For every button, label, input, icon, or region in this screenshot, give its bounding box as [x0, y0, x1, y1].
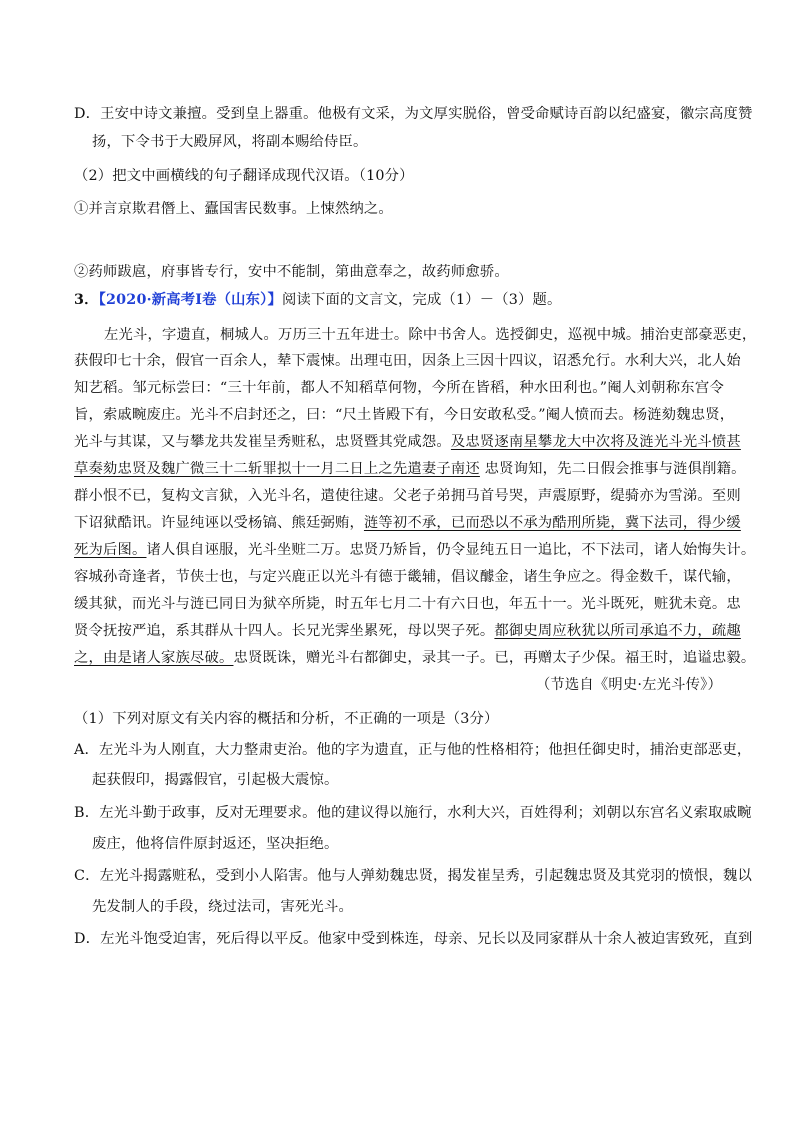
option-a-line1: A．左光斗为人刚直，大力整肃吏治。他的字为遗直，正与他的性格相符；他担任御史时，捕治吏部恶吏， [74, 742, 752, 758]
option-c-line2: 先发制人的手段，绕过法司，害死光斗。 [92, 899, 353, 915]
passage-line [74, 540, 756, 560]
underlined-sentence: 死为后图。 [74, 542, 147, 558]
passage-line: 知艺稻。邹元标尝曰：“三十年前，都人不知稻草何物，今所在皆稻，种水田利也。”阉人刘朝称东宫令 [74, 380, 724, 396]
question-instruction: 阅读下面的文言文，完成（1）－（3）题。 [281, 292, 562, 308]
passage-text: 诸人俱自诬服，光斗坐赃二万。忠贤乃矫旨，仍令显纯五日一追比，不下法司，诸人始悔失计。 [146, 542, 756, 558]
option-b-line2: 废庄，他将信件原封返还，坚决拒绝。 [92, 836, 339, 852]
option-d-prev-line1: D．王安中诗文兼擅。受到皇上器重。他极有文采，为文厚实脱俗，曾受命赋诗百韵以纪盛宴，徽宗高度赞 [74, 106, 753, 122]
passage-line: 左光斗，字遗直，桐城人。万历三十五年进士。除中书舍人。选授御史，巡视中城。捕治吏部豪恶吏， [104, 327, 757, 343]
q2-item1: ①并言京欺君僭上、蠹国害民数事。上悚然纳之。 [74, 201, 393, 217]
passage-line [74, 432, 741, 452]
passage-text: 忠贤询知，先二日假会推事与涟俱削籍。 [479, 461, 746, 477]
passage-line [74, 513, 741, 533]
passage-line: 获假印七十余，假官一百余人，辇下震悚。出理屯田，因条上三因十四议，诏悉允行。水利大兴，北人始 [74, 353, 741, 369]
underlined-sentence: 涟等初不承，已而恐以不承为酷刑所毙，冀下法司，得少缓 [363, 515, 741, 531]
passage-line [74, 459, 746, 479]
passage-text: 贤令抚按严追，系其群从十四人。长兄光霁坐累死，母以哭子死。 [74, 623, 495, 639]
option-a-line2: 起获假印，揭露假官，引起极大震惊。 [92, 772, 339, 788]
underlined-sentence: 都御史周应秋犹以所司承追不力，疏趣 [494, 623, 741, 639]
passage-text: 下诏狱酷讯。许显纯诬以受杨镐、熊廷弼贿， [74, 515, 364, 531]
q1-prompt: （1）下列对原文有关内容的概括和分析，不正确的一项是（3分） [74, 711, 499, 727]
passage-line: 容城孙奇逢者，节侠士也，与定兴鹿正以光斗有德于畿辅，倡议醵金，诸生争应之。得金数千，谋代输， [74, 569, 741, 585]
option-b-line1: B．左光斗勤于政事，反对无理要求。他的建议得以施行，水利大兴，百姓得利；刘朝以东宫名义索取戚畹 [74, 805, 752, 821]
passage-line [74, 648, 756, 668]
q2-prompt: （2）把文中画横线的句子翻译成现代汉语。（10分） [74, 168, 414, 184]
question3-header [74, 290, 562, 310]
option-c-line1: C．左光斗揭露赃私，受到小人陷害。他与人弹劾魏忠贤，揭发崔呈秀，引起魏忠贤及其党羽的愤恨，魏以 [74, 868, 752, 884]
underlined-sentence: 及忠贤逐南星攀龙大中次将及涟光斗光斗愤甚 [450, 434, 741, 450]
q2-item2: ②药师跋扈，府事皆专行，安中不能制，第曲意奉之，故药师愈骄。 [74, 264, 509, 280]
passage-source: （节选自《明史·左光斗传》） [535, 677, 722, 693]
underlined-sentence: 之，由是诸人家族尽破。 [74, 650, 234, 666]
passage-line: 群小恨不已，复构文言狱，入光斗名，遣使往逮。父老子弟拥马首号哭，声震原野，缇骑亦为雪涕。至则 [74, 488, 741, 504]
question-number: 3． [74, 292, 99, 308]
passage-line: 缓其狱，而光斗与涟已同日为狱卒所毙，时五年七月二十有六日也，年五十一。光斗既死，赃犹未竟。忠 [74, 596, 741, 612]
underlined-sentence: 草奏劾忠贤及魏广微三十二斩罪拟十一月二日上之先遣妻子南还 [74, 461, 480, 477]
passage-text: 忠贤既诛，赠光斗右都御史，录其一子。已，再赠太子少保。福王时，追谥忠毅。 [233, 650, 756, 666]
option-d-line1: D．左光斗饱受迫害，死后得以平反。他家中受到株连，母亲、兄长以及同家群从十余人被迫害致死，直到 [74, 931, 753, 947]
option-d-prev-line2: 扬，下令书于大殿屏风，将副本赐给侍臣。 [92, 134, 368, 150]
passage-line [74, 621, 741, 641]
passage-line: 旨，索戚畹废庄。光斗不启封还之，曰：“尺土皆殿下有，今日安敢私受。”阉人愤而去。杨涟劾魏忠贤， [74, 407, 735, 423]
passage-text: 光斗与其谋，又与攀龙共发崔呈秀赃私，忠贤暨其党咸怨。 [74, 434, 451, 450]
question-source: 【2020·新高考Ⅰ卷（山东）】 [98, 292, 282, 308]
